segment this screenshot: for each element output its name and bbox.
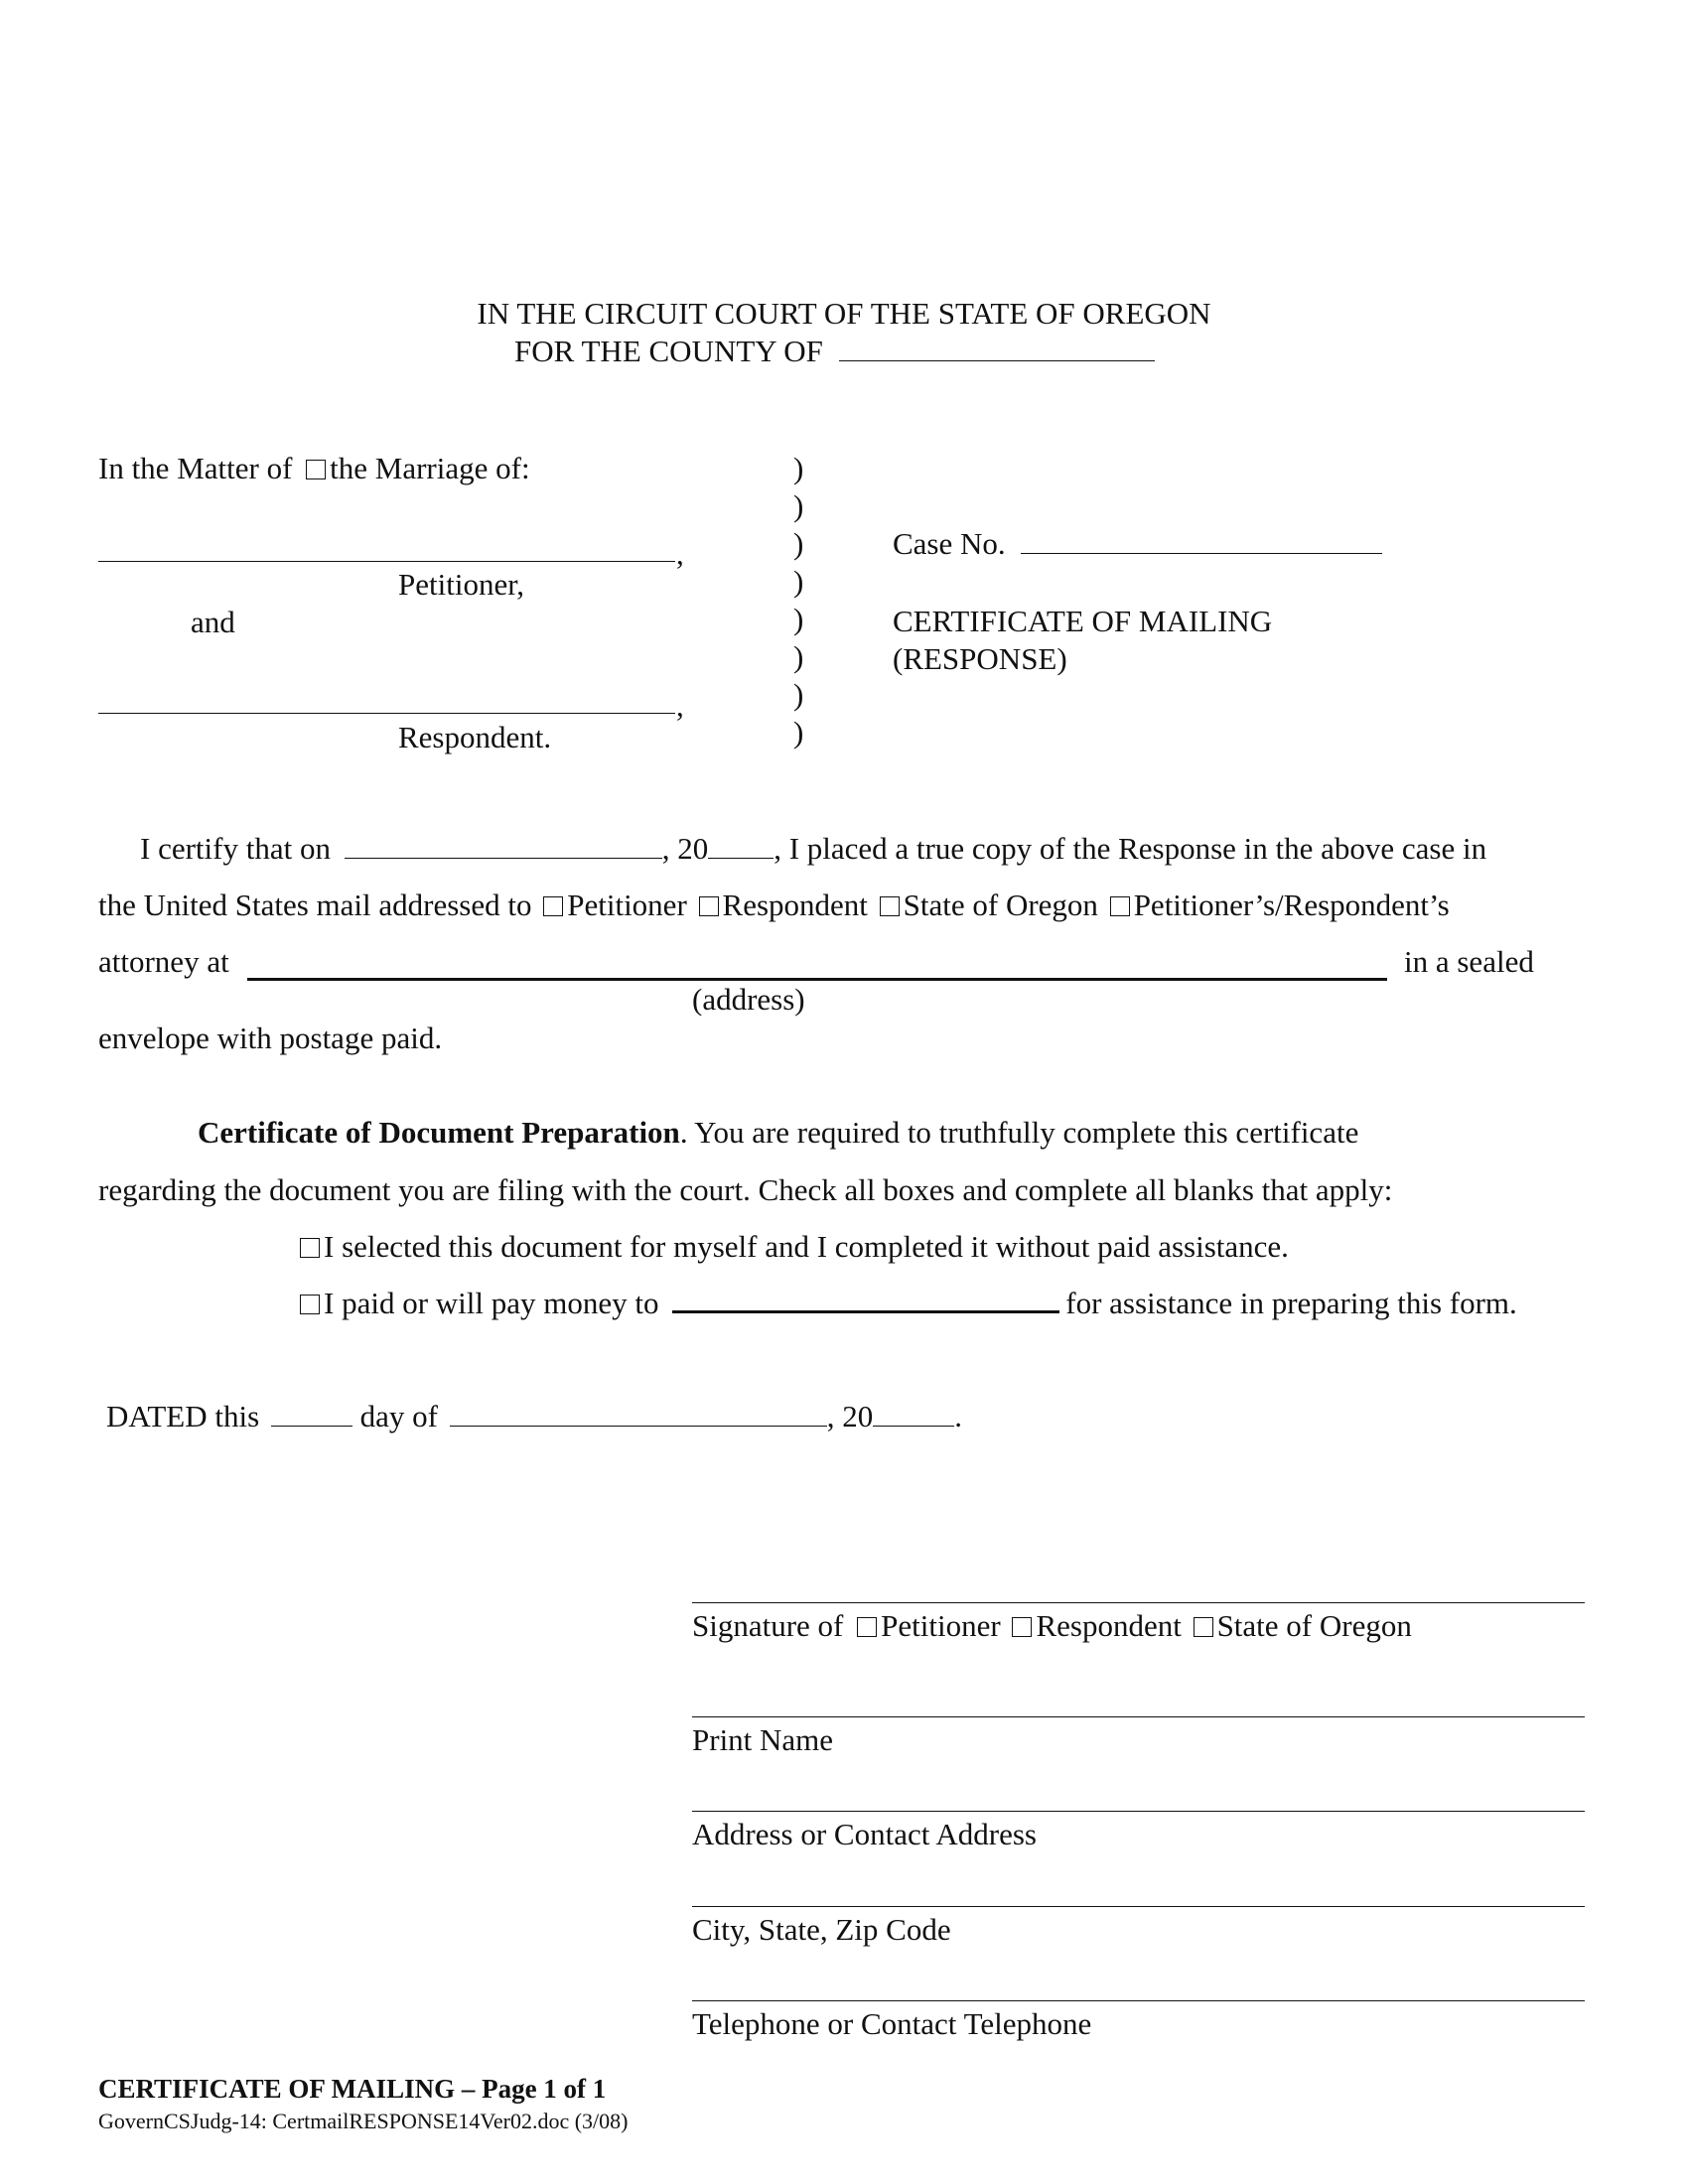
dated-year-field[interactable] — [873, 1425, 954, 1427]
signature-field[interactable] — [692, 1602, 1585, 1603]
dated-month-field[interactable] — [450, 1425, 827, 1427]
paren: ) — [793, 526, 804, 561]
paren: ) — [793, 488, 804, 523]
paid-label: I paid or will pay money to — [324, 1286, 659, 1320]
state-checkbox[interactable] — [880, 896, 900, 916]
sig-petitioner-checkbox[interactable] — [857, 1617, 877, 1637]
petitioner-option: Petitioner — [567, 887, 687, 922]
respondent-checkbox[interactable] — [699, 896, 719, 916]
preparer-name-field[interactable] — [672, 1309, 1059, 1313]
paren: ) — [793, 639, 804, 674]
sig-respondent-label: Respondent — [1036, 1608, 1182, 1643]
prep-option-2 — [300, 1286, 1517, 1321]
telephone-label: Telephone or Contact Telephone — [692, 2006, 1092, 2041]
marriage-checkbox[interactable] — [306, 460, 326, 479]
mailing-date-field[interactable] — [345, 857, 662, 859]
court-heading: IN THE CIRCUIT COURT OF THE STATE OF OREGON — [477, 296, 1211, 331]
case-no-label: Case No. — [893, 526, 1006, 561]
mailed-to-label: the United States mail addressed to — [98, 887, 532, 922]
signature-label-line — [692, 1608, 1412, 1644]
prep-intro: . You are required to truthfully complete this certificate — [679, 1115, 1359, 1150]
sealed-label: in a sealed — [1404, 944, 1534, 979]
footer-code: GovernCSJudg-14: CertmailRESPONSE14Ver02.doc (3/08) — [98, 2109, 629, 2133]
county-line — [514, 334, 1155, 369]
paren: ) — [793, 451, 804, 485]
document-subtitle: (RESPONSE) — [893, 641, 1067, 676]
prep-option-1 — [300, 1229, 1289, 1265]
certify-intro: I certify that on — [140, 831, 331, 866]
case-no-line — [893, 526, 1382, 562]
certify-line-3 — [98, 944, 229, 980]
respondent-label: Respondent. — [398, 720, 552, 754]
matter-prefix: In the Matter of — [98, 451, 293, 485]
petitioner-label: Petitioner, — [398, 567, 525, 602]
county-label: FOR THE COUNTY OF — [514, 334, 823, 368]
signature-label: Signature of — [692, 1608, 844, 1643]
respondent-option: Respondent — [722, 887, 868, 922]
sig-state-checkbox[interactable] — [1194, 1617, 1213, 1637]
print-name-label: Print Name — [692, 1722, 834, 1757]
certify-tail: , I placed a true copy of the Response in the above case in — [774, 831, 1487, 866]
petitioner-checkbox[interactable] — [543, 896, 563, 916]
prep-heading: Certificate of Document Preparation — [198, 1115, 680, 1150]
address-contact-label: Address or Contact Address — [692, 1817, 1037, 1851]
document-title: CERTIFICATE OF MAILING — [893, 604, 1273, 638]
sig-petitioner-label: Petitioner — [881, 1608, 1001, 1643]
respondent-comma: , — [676, 688, 684, 723]
petitioner-comma: , — [676, 536, 684, 571]
address-contact-field[interactable] — [692, 1811, 1585, 1812]
dated-day-field[interactable] — [271, 1425, 352, 1427]
dated-year-prefix: , 20 — [826, 1399, 874, 1433]
paren: ) — [793, 564, 804, 599]
marriage-label: the Marriage of: — [330, 451, 530, 485]
prep-line-2: regarding the document you are filing with the court. Check all boxes and complete all blanks that apply: — [98, 1172, 1393, 1207]
matter-line — [98, 451, 530, 486]
sig-state-label: State of Oregon — [1216, 1608, 1412, 1643]
print-name-field[interactable] — [692, 1716, 1585, 1717]
respondent-name-field[interactable] — [98, 713, 675, 714]
petitioner-name-field[interactable] — [98, 561, 675, 562]
paren: ) — [793, 715, 804, 750]
prep-line-1 — [198, 1115, 1358, 1151]
paid-assistance-checkbox[interactable] — [300, 1295, 320, 1314]
day-of-label: day of — [359, 1399, 438, 1433]
year-prefix: , 20 — [661, 831, 709, 866]
address-caption: (address) — [692, 982, 805, 1017]
attorney-option: Petitioner’s/Respondent’s — [1133, 887, 1450, 922]
certify-line-1 — [140, 831, 1486, 867]
paren: ) — [793, 677, 804, 712]
footer-title: CERTIFICATE OF MAILING – Page 1 of 1 — [98, 2074, 607, 2104]
dated-line — [106, 1399, 962, 1434]
state-option: State of Oregon — [903, 887, 1098, 922]
attorney-at-label: attorney at — [98, 944, 229, 979]
city-field[interactable] — [692, 1906, 1585, 1907]
dated-label: DATED this — [106, 1399, 260, 1433]
self-prepared-checkbox[interactable] — [300, 1238, 320, 1258]
dated-period: . — [954, 1399, 962, 1433]
and-label: and — [191, 605, 235, 639]
county-field[interactable] — [839, 359, 1155, 361]
self-prepared-label: I selected this document for myself and I completed it without paid assistance. — [324, 1229, 1289, 1264]
certify-line-4: envelope with postage paid. — [98, 1021, 443, 1055]
mailing-year-field[interactable] — [708, 857, 774, 859]
city-label: City, State, Zip Code — [692, 1912, 951, 1947]
attorney-checkbox[interactable] — [1110, 896, 1130, 916]
assistance-label: for assistance in preparing this form. — [1065, 1286, 1517, 1320]
sig-respondent-checkbox[interactable] — [1012, 1617, 1032, 1637]
telephone-field[interactable] — [692, 2000, 1585, 2001]
case-no-field[interactable] — [1021, 552, 1382, 554]
paren: ) — [793, 602, 804, 636]
address-field[interactable] — [247, 978, 1387, 981]
certify-line-2 — [98, 887, 1450, 923]
